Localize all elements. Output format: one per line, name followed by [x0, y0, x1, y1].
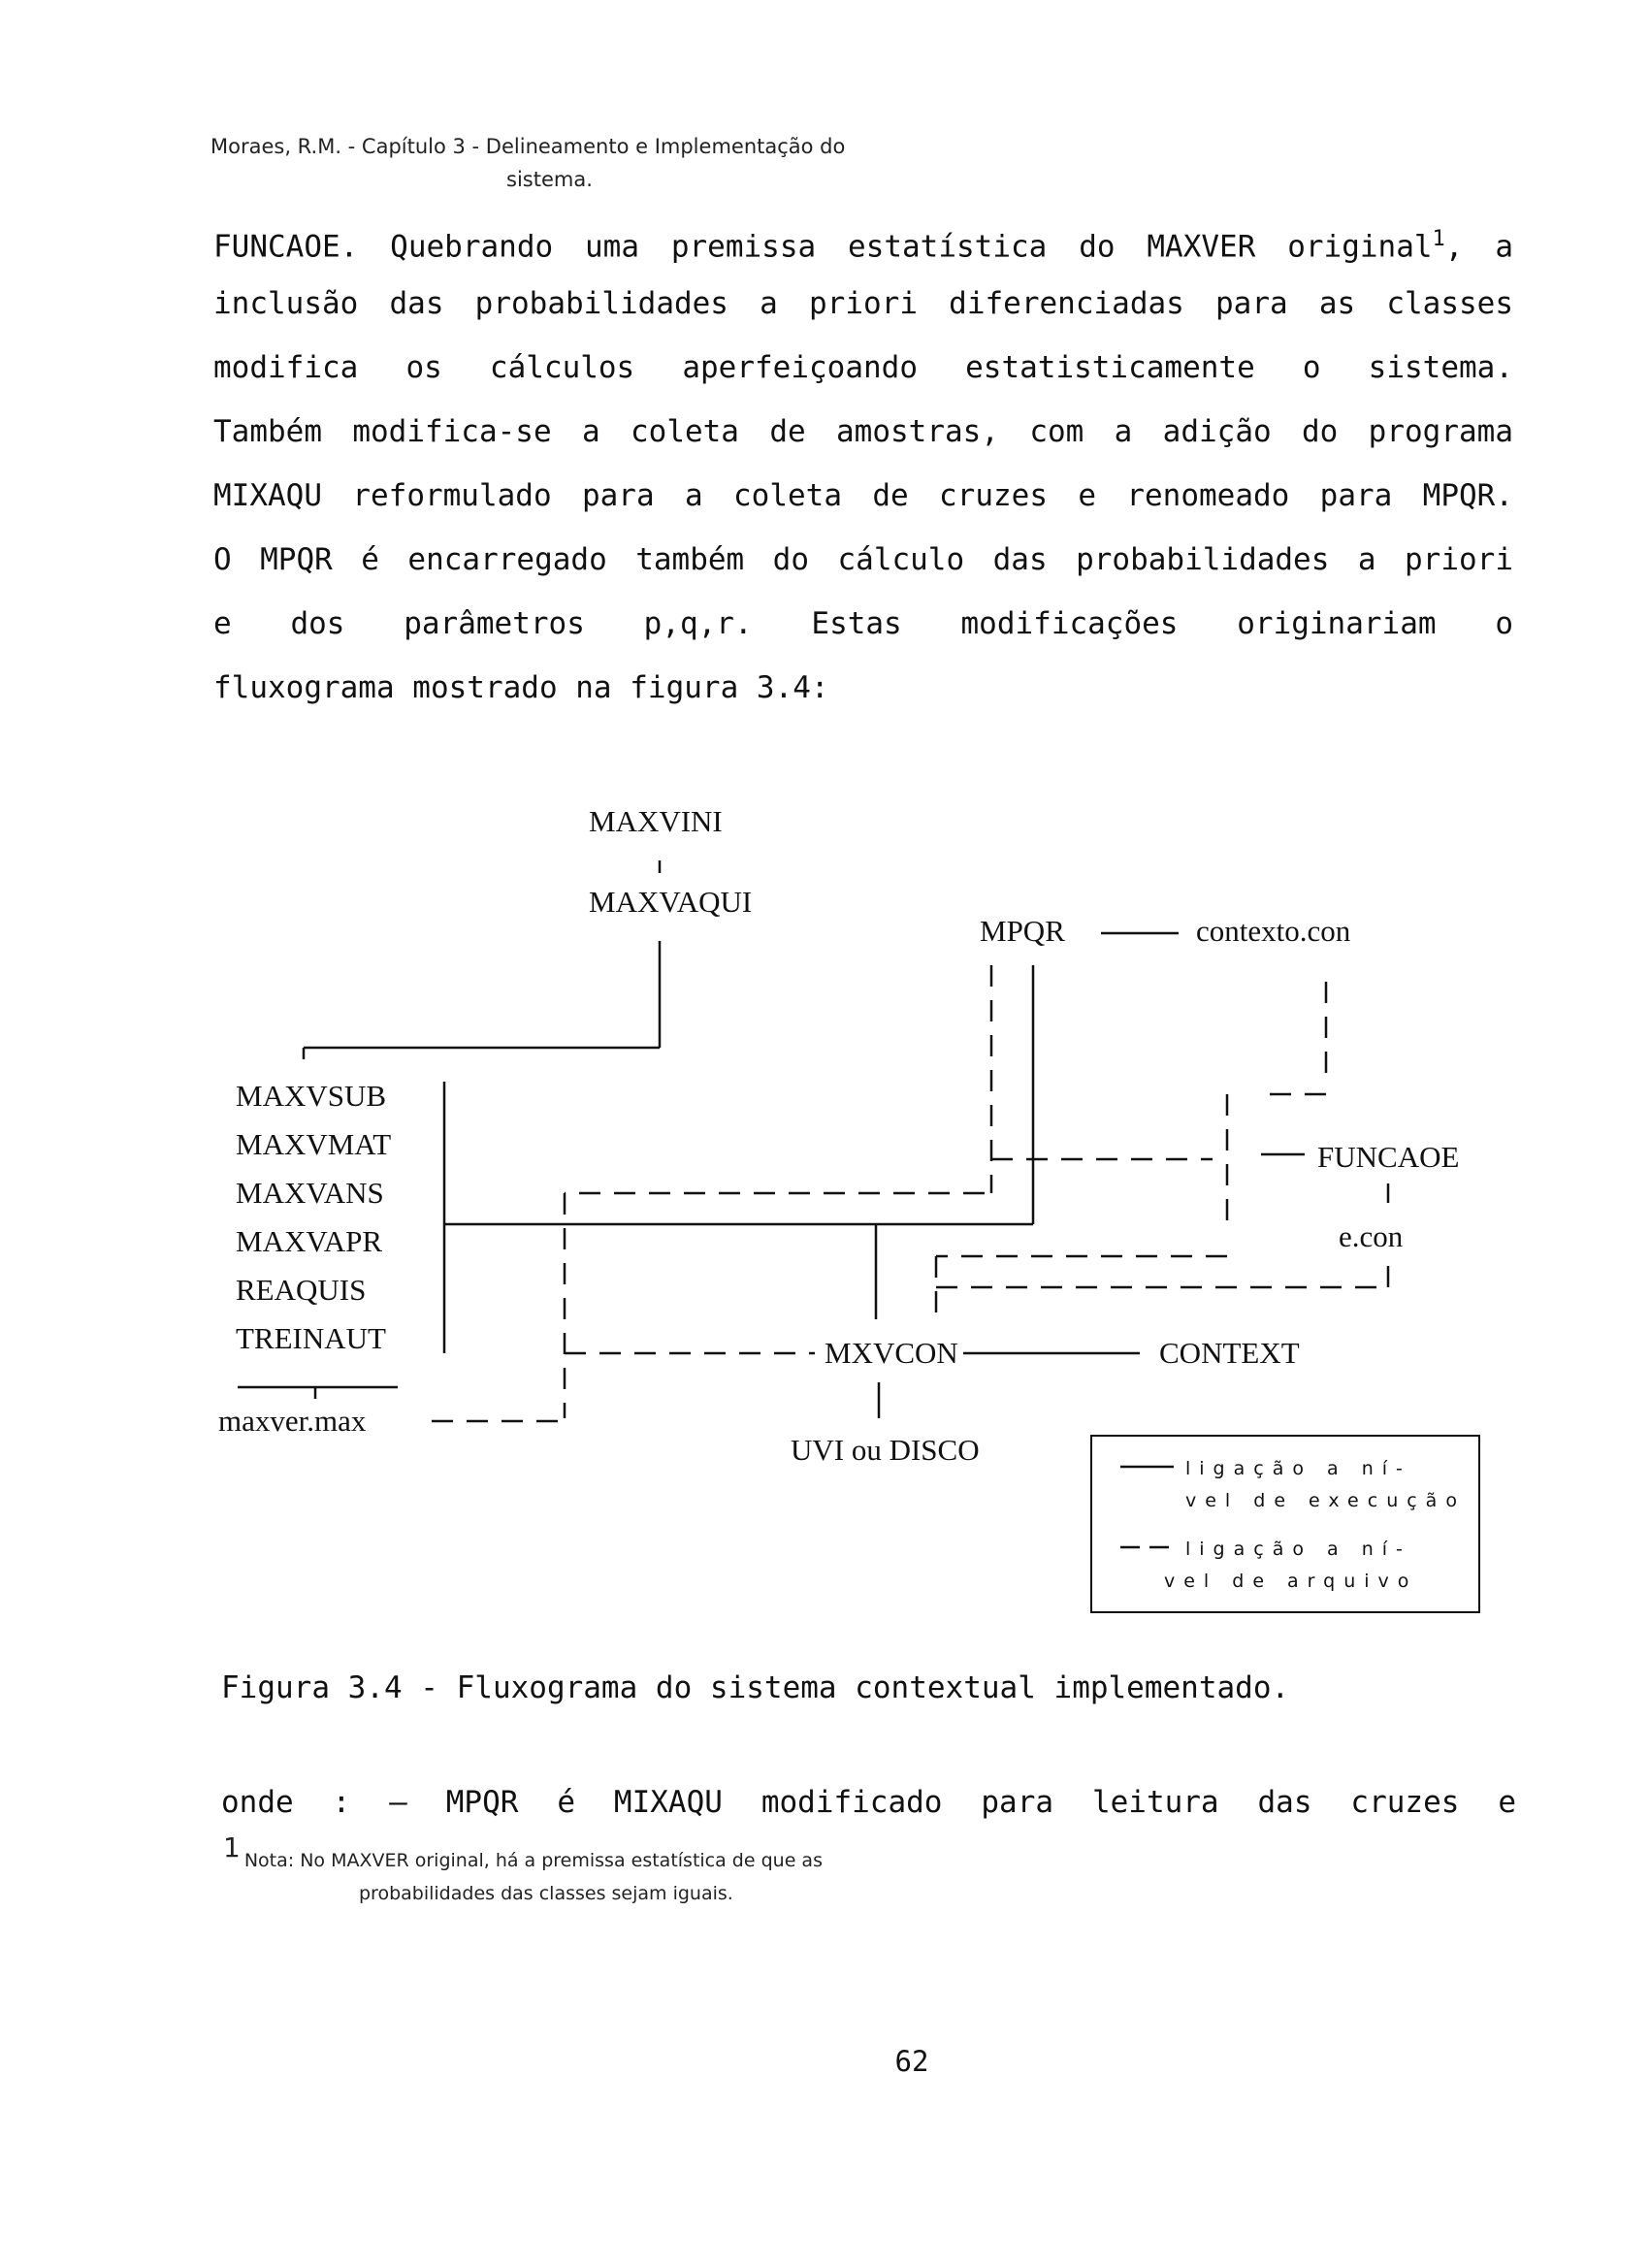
node-maxvini: MAXVINI [589, 804, 723, 838]
node-module: MAXVMAT [236, 1127, 392, 1161]
footnote [223, 1831, 1096, 1910]
body-line-6: O MPQR é encarregado também do cálculo das probabilidades a priori [213, 542, 1513, 577]
legend-dashed-label-1: ligação a ní- [1185, 1539, 1411, 1560]
body-line-5: MIXAQU reformulado para a coleta de cruzes e renomeado para MPQR. [213, 478, 1513, 513]
body-line-1-end: , a [1444, 229, 1513, 265]
legend-solid-label-2: vel de execução [1185, 1490, 1466, 1511]
footnote-line-1: Nota: No MAXVER original, há a premissa estatística de que as [243, 1850, 823, 1871]
header-line-1: Moraes, R.M. - Capítulo 3 - Delineamento e Implementação do [210, 135, 846, 158]
node-module: MAXVSUB [236, 1079, 387, 1113]
node-e-con: e.con [1339, 1219, 1404, 1253]
page-number: 62 [894, 2045, 929, 2078]
body-line-7: e dos parâmetros p,q,r. Estas modificações originariam o [213, 606, 1513, 641]
node-mpqr: MPQR [980, 914, 1065, 948]
node-module: REAQUIS [236, 1273, 367, 1307]
legend-solid-label-1: ligação a ní- [1185, 1458, 1411, 1479]
figure-caption: Figura 3.4 - Fluxograma do sistema contextual implementado. [221, 1670, 1290, 1705]
running-header [210, 130, 1084, 196]
flowchart-diagram [0, 757, 1650, 1630]
body-line-2: inclusão das probabilidades a priori diferenciadas para as classes [213, 286, 1513, 321]
body-paragraph [213, 211, 1513, 724]
onde-line: onde : — MPQR é MIXAQU modificado para leitura das cruzes e [221, 1785, 1516, 1820]
footnote-line-2: probabilidades das classes sejam iguais. [359, 1883, 733, 1904]
footnote-reference: 1 [1432, 227, 1445, 251]
body-line-4: Também modifica-se a coleta de amostras, com a adição do programa [213, 414, 1513, 449]
node-mxvcon: MXVCON [825, 1336, 958, 1370]
header-line-2: sistema. [506, 168, 593, 191]
legend-dashed-label-2: vel de arquivo [1164, 1571, 1418, 1592]
node-contexto-con: contexto.con [1196, 914, 1351, 948]
body-line-1-text: FUNCAOE. Quebrando uma premissa estatística do MAXVER original [213, 229, 1433, 265]
node-uvi-ou-disco: UVI ou DISCO [791, 1433, 980, 1467]
node-funcaoe: FUNCAOE [1317, 1140, 1460, 1174]
body-line-3: modifica os cálculos aperfeiçoando estatisticamente o sistema. [213, 350, 1513, 385]
node-module: MAXVAPR [236, 1224, 383, 1258]
node-module: TREINAUT [236, 1321, 386, 1355]
body-line-8: fluxograma mostrado na figura 3.4: [213, 670, 829, 705]
footnote-mark: 1 [223, 1831, 241, 1863]
node-module: MAXVANS [236, 1176, 384, 1210]
node-maxvaqui: MAXVAQUI [589, 885, 753, 919]
node-maxver-max: maxver.max [218, 1404, 367, 1438]
node-context: CONTEXT [1159, 1336, 1300, 1370]
body-line-1 [213, 211, 1513, 275]
